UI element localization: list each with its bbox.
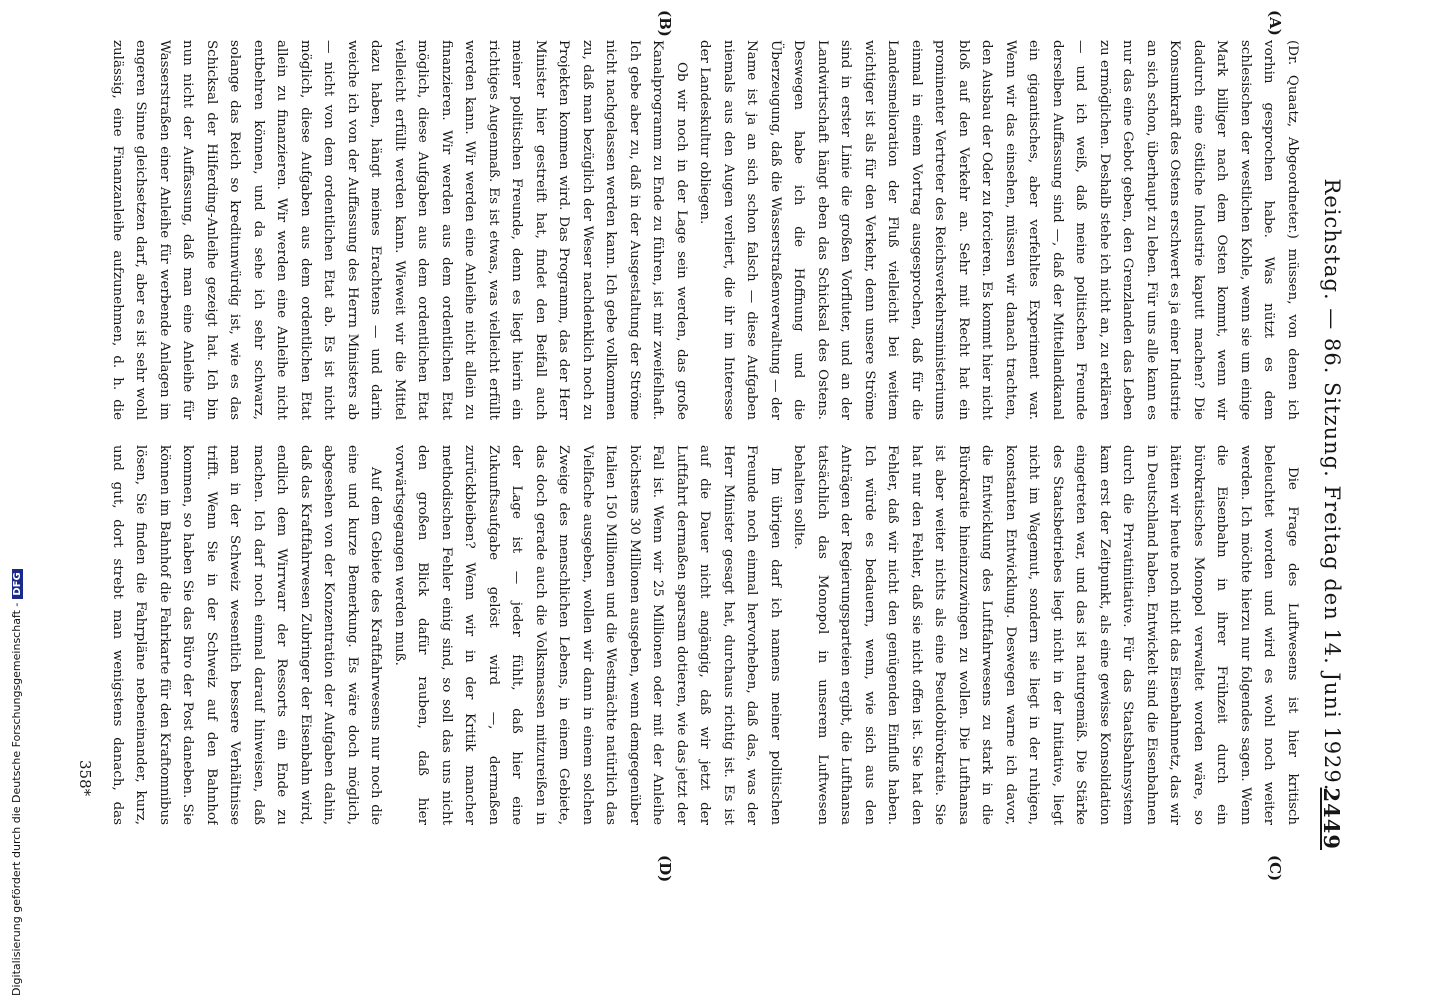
footer-number: 358*: [76, 760, 94, 797]
digitization-credit: [10, 569, 23, 996]
margin-marker-b: (B): [656, 10, 674, 37]
document-page: [14, 10, 1434, 940]
credit-text: Digitalisierung gefördert durch die Deutsche Forschungsgemeinschaft -: [10, 602, 23, 996]
margin-marker-a: (A): [1266, 10, 1284, 36]
page-header: [1314, 120, 1344, 850]
session-title: Reichstag. — 86. Sitzung. Freitag den 14. Juni 1929.: [1320, 178, 1344, 792]
margin-marker-c: (C): [1266, 855, 1284, 882]
paragraph: Ob wir noch in der Lage sein werden, das große Kanalprogramm zu Ende zu führen, ist mir zweifelhaft. Ich gebe aber zu, daß in der Ausgestaltung der Ströme nicht nachgelassen werden kann. Ich gebe vollkommen zu, daß man bezüglich der Weser nachdenklich noch zu Projekten kommen wird. Das Programm, das der Herr Minister hier gestreift hat, findet den Beifall auch meiner politischen Freunde, denn es liegt hierin ein richtiges Augenmaß. Es ist etwas, was vielleicht erfüllt werden kann. Wir werden eine Anleihe nicht allein zu finanzieren. Wir werden aus dem ordentlichen Etat möglich, diese Aufgaben aus dem ordentlichen Etat vielleicht erfüllt werden kann. Wieweit wir die Mittel dazu haben, hängt meines Erachtens — und darin weiche ich von der Auffassung des Herrn Ministers ab — nicht von dem ordentlichen Etat ab. Es ist nicht möglich, diese Aufgaben aus dem ordentlichen Etat allein zu finanzieren. Wir werden eine Anleihe nicht entbehren können, und da sehe ich sehr schwarz, solange das Reich so kreditunwürdig ist, wie es das Schicksal der Hilferding-Anleihe gezeigt hat. Ich bin nun nicht der Auffassung, daß man eine Anleihe für Wasserstraßen einer Anleihe für werbende Anlagen im engeren Sinne gleichsetzen darf, aber es ist sehr wohl zulässig, eine Finanzanleihe aufzunehmen, d. h. die: [110, 40, 689, 420]
paragraph: Im übrigen darf ich namens meiner politischen Freunde noch einmal hervorheben, daß das, was der Herr Minister gesagt hat, durchaus richtig ist. Es ist auf die Dauer nicht angängig, daß wir jetzt der Luftfahrt dermaßen sparsam dotieren, wie das jetzt der Fall ist. Wenn wir 25 Millionen oder mit der Anleihe höchstens 30 Millionen ausgeben, wenn demgegenüber Italien 150 Millionen und die Westmächte natürlich das Vielfache ausgeben, wollen wir dann in einem solchen Zweige des menschlichen Lebens, in einem Gebiete, das doch gerade auch die Volksmassen mitzureißen in der Lage ist — jeder fühlt, daß hier eine Zukunftsaufgabe gelöst wird —, dermaßen zurückbleiben? Wenn wir in der Kritik mancher methodischen Fehler einig sind, so soll das uns nicht den großen Blick dafür rauben, daß hier vorwärtsgegangen werden muß.: [392, 445, 783, 825]
page-number: 2449: [1319, 787, 1344, 850]
paragraph: Auf dem Gebiete des Kraftfahrwesens nur noch die eine und kurze Bemerkung. Es wäre doch möglich, abgesehen von der Konzentration der Aufgaben dahin, daß das Kraftfahrwesen Zubringer der Eisenbahn wird, endlich dem Wirrwarr der Ressorts ein Ende zu machen. Ich darf noch einmal darauf hinweisen, daß man in der Schweiz wesentlich bessere Verhältnisse trifft. Wenn Sie in der Schweiz auf den Bahnhof kommen, so haben Sie das Büro der Post daneben. Sie können im Bahnhof die Fahrkarte für den Kraftomnibus lösen, Sie finden die Fahrpläne nebeneinander, kurz, und gut, dort strebt man wenigstens danach, das: [110, 445, 384, 825]
margin-marker-d: (D): [656, 855, 674, 883]
right-column: [104, 445, 1304, 825]
dfg-logo: DFG: [12, 569, 23, 598]
paragraph: (Dr. Quaatz, Abgeordneter.) müssen, von denen ich vorhin gesprochen habe. Was nützt es dem schlesischen der westlichen Kohle, wenn sie um einige Mark billiger nach dem Osten kommt, wenn wir dadurch eine östliche Industrie kaputt machen? Die Konsumkraft des Ostens erschwert es ja einer Industrie an sich schon, überhaupt zu leben. Für uns alle kann es nur das eine Gebot geben, den Grenzlanden das Leben zu ermöglichen. Deshalb stehe ich nicht an, zu erklären — und ich weiß, daß meine politischen Freunde derselben Auffassung sind —, daß der Mittellandkanal ein gigantisches, aber verfehltes Experiment war. Wenn wir das einsehen, müssen wir danach trachten, den Ausbau der Oder zu forcieren. Es kommt hier nicht bloß auf den Verkehr an. Sehr mit Recht hat ein prominenter Vertreter des Reichsverkehrsministeriums einmal in einem Vortrag ausgesprochen, daß für die Landesmelioration der Fluß vielleicht bei weitem wichtiger ist als für den Verkehr, denn unsere Ströme sind in erster Linie die großen Vorfluter, und an der Landwirtschaft hängt eben das Schicksal des Ostens. Deswegen habe ich die Hoffnung und die Überzeugung, daß die Wasserstraßenverwaltung — der Name ist ja an sich schon falsch — diese Aufgaben niemals aus den Augen verliert, die ihr im Interesse der Landeskultur obliegen.: [697, 40, 1300, 420]
paragraph: Die Frage des Luftwesens ist hier kritisch beleuchtet worden und wird es wohl noch weiter werden. Ich möchte hierzu nur folgendes sagen. Wenn die Eisenbahn in ihrer Frühzeit durch ein bürokratisches Monopol verwaltet worden wäre, so hätten wir heute noch nicht das Eisenbahnnetz, das wir in Deutschland haben. Entwickelt sind die Eisenbahnen durch die Privatinitiative. Für das Staatsbahnsystem kam erst der Zeitpunkt, als eine gewisse Konsolidation eingetreten war, und das ist naturgemäß. Die Stärke des Staatsbetriebes liegt nicht in der Initiative, liegt nicht im Wagemut, sondern sie liegt in der ruhigen, konstanten Entwicklung. Deswegen warne ich davor, die Entwicklung des Luftfahrwesens zu stark in die Bürokratie hineinzuzwingen zu wollen. Die Lufthansa ist aber weiter nichts als eine Pseudobürokratie. Sie hat nur den Fehler, daß sie nicht offen ist. Sie hat den Fehler, daß wir nicht den genügenden Einfluß haben. Ich würde es bedauern, wenn, wie sich aus den Anträgen der Regierungsparteien ergibt, die Lufthansa tatsächlich das Monopol in unserem Luftwesen behalten sollte.: [791, 445, 1300, 825]
left-column: [104, 40, 1304, 420]
